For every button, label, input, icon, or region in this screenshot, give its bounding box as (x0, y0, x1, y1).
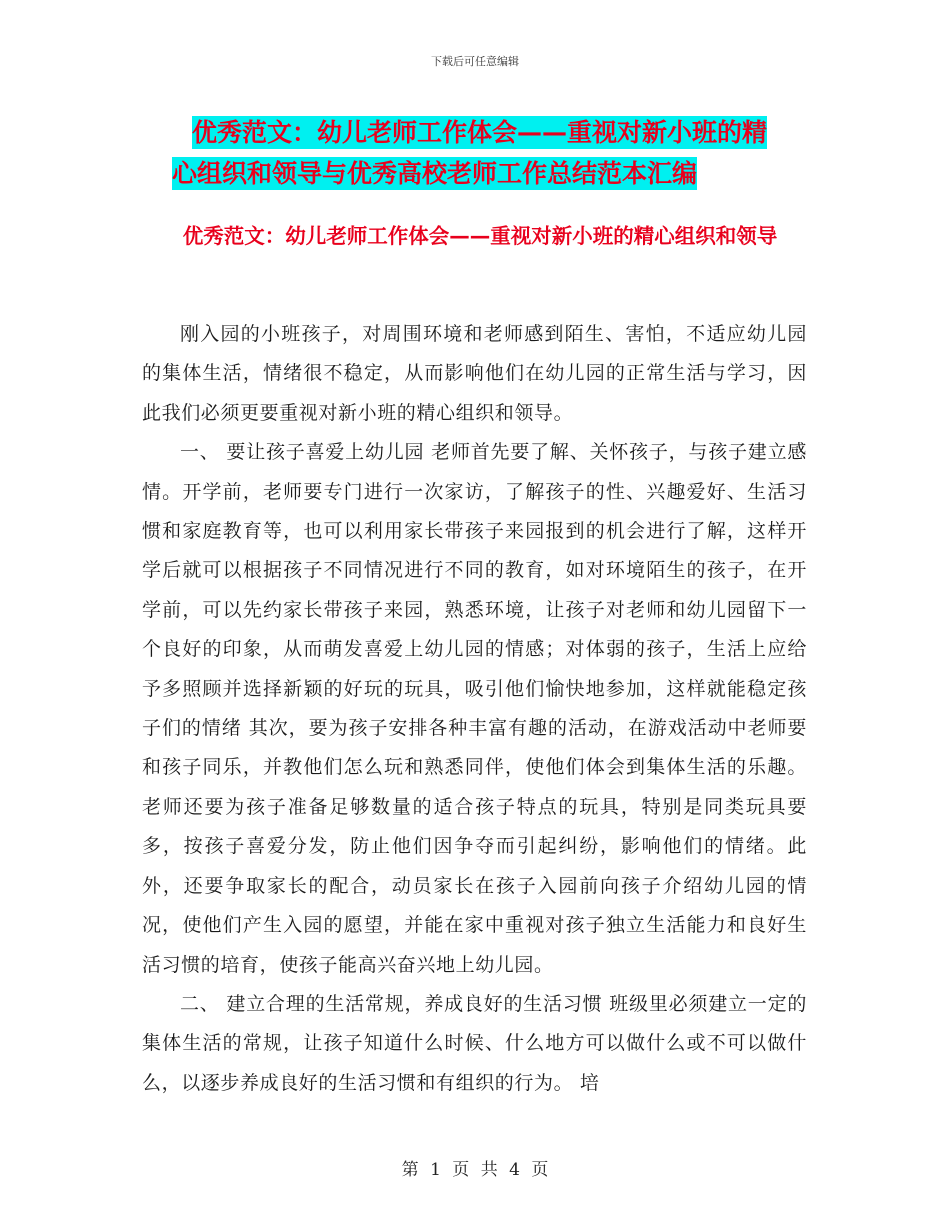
body-text (142, 315, 807, 1103)
page-number: 第 1 页 共 4 页 (401, 1160, 549, 1180)
section-title: 优秀范文：幼儿老师工作体会——重视对新小班的精心组织和领导 (182, 224, 778, 248)
paragraph-intro: 刚入园的小班孩子，对周围环境和老师感到陌生、害怕，不适应幼儿园的集体生活，情绪很不稳定，从而影响他们在幼儿园的正常生活与学习，因此我们必须更要重视对新小班的精心组织和领导。 (142, 323, 807, 424)
paragraph-section-1: 一、 要让孩子喜爱上幼儿园 老师首先要了解、关怀孩子，与孩子建立感情。开学前，老师要专门进行一次家访，了解孩子的性、兴趣爱好、生活习惯和家庭教育等，也可以利用家长带孩子来园报到的机会进行了解，这样开学后就可以根据孩子不同情况进行不同的教育，如对环境陌生的孩子，在开学前，可以先约家长带孩子来园，熟悉环境，让孩子对老师和幼儿园留下一个良好的印象，从而萌发喜爱上幼儿园的情感；对体弱的孩子，生活上应给予多照顾并选择新颖的好玩的玩具，吸引他们愉快地参加，这样就能稳定孩子们的情绪 其次，要为孩子安排各种丰富有趣的活动，在游戏活动中老师要和孩子同乐，并教他们怎么玩和熟悉同伴，使他们体会到集体生活的乐趣。老师还要为孩子准备足够数量的适合孩子特点的玩具，特别是同类玩具要多，按孩子喜爱分发，防止他们因争夺而引起纠纷，影响他们的情绪。此外，还要争取家长的配合，动员家长在孩子入园前向孩子介绍幼儿园的情况，使他们产生入园的愿望，并能在家中重视对孩子独立生活能力和良好生活习惯的培育，使孩子能高兴奋兴地上幼儿园。 (142, 441, 807, 976)
main-title-line2: 心组织和领导与优秀高校老师工作总结范本汇编 (172, 159, 698, 188)
header-note: 下载后可任意编辑 (431, 55, 519, 68)
paragraph-section-2: 二、 建立合理的生活常规，养成良好的生活习惯 班级里必须建立一定的集体生活的常规，让孩子知道什么时候、什么地方可以做什么或不可以做什么，以逐步养成良好的生活习惯和有组织的行为。 培 (142, 992, 807, 1094)
main-title-line1: 优秀范文：幼儿老师工作体会——重视对新小班的精 (192, 118, 768, 147)
main-title (172, 112, 812, 194)
